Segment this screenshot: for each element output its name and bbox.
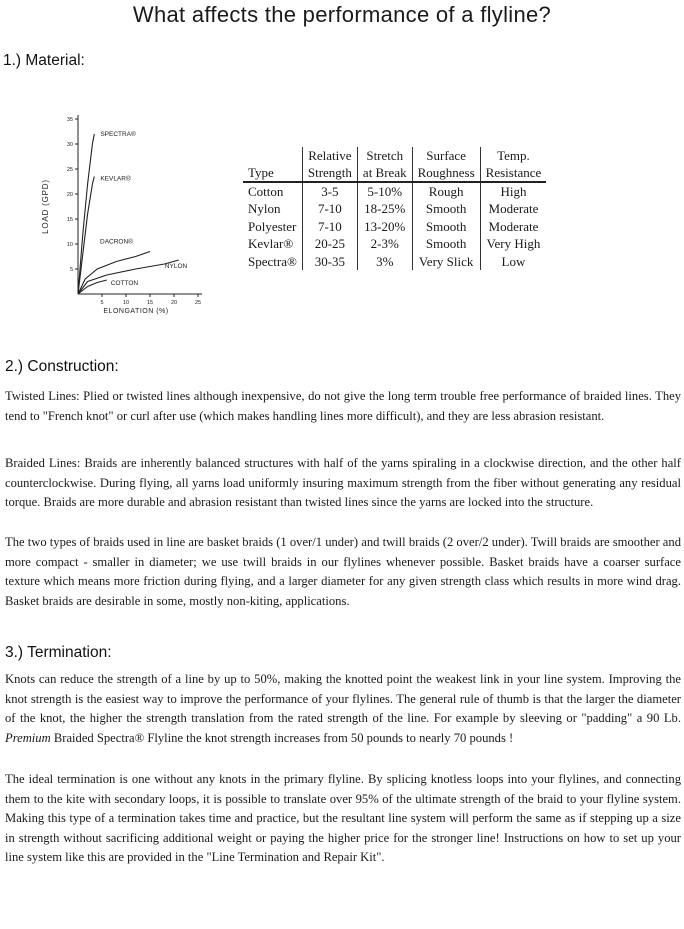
table-row [243,218,546,235]
paragraph-twisted-lines: Twisted Lines: Plied or twisted lines although inexpensive, do not give the long term trouble free performance of braided lines. They tend to "French knot" or curl after use (which makes handling lines more difficult), and they are less abrasion resistant. [5,389,681,423]
y-axis-label: LOAD (GPD) [41,179,50,234]
series-label-spectra: SPECTRA® [100,131,136,138]
x-tick-label: 10 [122,300,130,306]
y-tick-label: 30 [66,142,73,148]
header-roughness-line-1: Surface [426,148,466,163]
paragraph-braid-types: The two types of braids used in line are basket braids (1 over/1 under) and twill braids (2 over/2 under). Twill braids are smoother and more compact - smaller in diameter; we use twill braids in our flylines whenever possible. Basket braids have a coarser surface texture which means more friction during flying, and a larger diameter for any given strength class which results in more wind drag. Basket braids are desirable in some, mostly non-kiting, applications. [5,535,681,608]
paragraph-knot-strength [5,670,681,748]
series-label-nylon: NYLON [164,263,188,270]
y-tick-label: 10 [66,242,73,248]
page-title: What affects the performance of a flyline? [132,2,552,27]
x-tick-label: 5 [100,300,104,306]
paragraph-ideal-termination: The ideal termination is one without any knots in the primary flyline. By splicing knotless loops into your flylines, and connecting them to the kite with secondary loops, it is possible to translate over 95% of the ultimate strength of the braid to your flyline system. Making this type of a termination takes time and practice, but the resultant line system will perform the same as if stepping up a size in strength without sacrificing additional weight or paying the higher price for the stronger line! Instructions on how to set up your line system like this are provided in the "Line Termination and Repair Kit". [5,772,681,865]
cell-strength: 7-10 [302,200,357,217]
header-type [243,147,302,182]
cell-type: Polyester [243,218,302,235]
y-tick-label: 35 [66,117,73,123]
y-tick-label: 5 [69,267,73,273]
cell-strength: 3-5 [302,182,357,200]
cell-temp: Low [501,253,526,269]
x-tick-label: 15 [146,300,154,306]
table-row [243,200,546,217]
header-roughness-line-2: Roughness [417,165,475,180]
cell-roughness: Smooth [412,200,480,217]
cell-roughness: Smooth [412,218,480,235]
table-row [243,182,546,200]
x-tick-label: 20 [170,300,178,306]
y-tick-label: 15 [66,217,73,223]
elongation-load-chart [30,108,230,323]
cell-stretch: 13-20% [357,218,412,235]
series-line-nylon [78,260,179,294]
header-stretch [357,147,412,182]
cell-type: Cotton [243,182,302,200]
cell-stretch: 2-3% [357,235,412,252]
cell-temp: Moderate [488,201,539,217]
cell-type: Nylon [243,200,302,217]
section-heading-termination: 3.) Termination: [5,644,112,661]
section-heading-construction: 2.) Construction: [5,358,119,375]
series-label-cotton: COTTON [110,280,139,287]
y-tick-label: 20 [66,192,73,198]
cell-temp: High [500,184,527,199]
cell-strength: 7-10 [302,218,357,235]
material-properties-table [243,147,546,270]
knot-text-end: Braided Spectra® Flyline the knot strength increases from 50 pounds to nearly 70 pounds ! [53,730,514,745]
cell-type: Kevlar® [243,235,302,252]
series-label-kevlar: KEVLAR® [100,175,131,183]
header-temp-line-1: Temp. [497,148,530,163]
cell-roughness: Smooth [412,235,480,252]
table-row [243,253,546,270]
cell-temp: Very High [486,236,541,252]
header-roughness [412,147,480,182]
cell-type: Spectra® [243,253,302,270]
y-tick-label: 25 [66,167,73,173]
series-label-dacron: DACRON® [100,238,133,246]
header-temp-line-2: Resistance [485,165,542,180]
header-stretch-line-1: Stretch [366,148,404,163]
x-tick-label: 25 [194,300,202,306]
cell-strength: 30-35 [302,253,357,270]
series-line-dacron [78,252,150,295]
header-type-line-1: Type [248,165,274,180]
knot-text-start: Knots can reduce the strength of a line by up to 50%, making the knotted point the weakest link in your line system. Improving the knot strength is the easiest way to improve the performance of your flylines. The general rule of thumb is that the larger the diameter of the knot, the higher the strength translation from the rated strength of the line. For example by sleeving or "padding" a 90 Lb. [5,672,681,726]
cell-stretch: 5-10% [357,182,412,200]
table-row [243,235,546,252]
section-heading-material: 1.) Material: [3,52,85,69]
cell-roughness: Very Slick [412,253,480,270]
cell-temp: Moderate [488,218,539,234]
knot-text-premium: Premium [5,730,51,745]
header-strength [302,147,357,182]
header-strength-line-2: Strength [307,165,352,180]
cell-stretch: 18-25% [357,200,412,217]
cell-strength: 20-25 [302,235,357,252]
series-line-cotton [78,280,107,294]
header-strength-line-1: Relative [308,148,352,163]
header-temp [480,147,546,182]
cell-roughness: Rough [412,182,480,200]
x-axis-label: ELONGATION (%) [103,308,169,315]
paragraph-braided-lines: Braided Lines: Braids are inherently balanced structures with half of the yarns spiraling in a clockwise direction, and the other half counterclockwise. During flying, all yarns load uniformly insuring maximum strength from the fiber without generating any residual torque. Braids are more durable and abrasion resistant than twisted lines since the yarns are locked into the structure. [5,456,681,510]
cell-stretch: 3% [357,253,412,270]
header-stretch-line-2: at Break [362,165,407,180]
